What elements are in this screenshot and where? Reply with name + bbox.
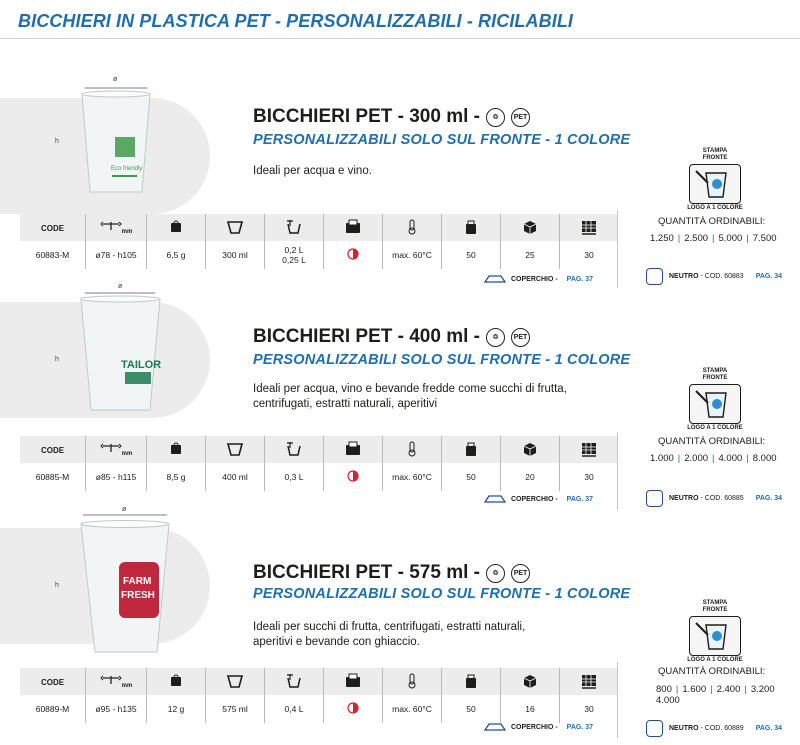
thermometer-icon xyxy=(407,441,417,457)
vertical-divider xyxy=(617,662,618,738)
pack-icon xyxy=(464,219,478,235)
thermometer-icon xyxy=(407,673,417,689)
code-header: CODE xyxy=(40,445,65,455)
spec-header-row: CODE mm xyxy=(20,668,618,695)
quantity-values: 1.000 | 2.000 | 4.000 | 8.000 xyxy=(650,453,777,464)
product-fill-level: 0,2 L 0,25 L xyxy=(265,241,324,269)
product-code: 60885-M xyxy=(20,463,86,491)
product-subtitle: PERSONALIZZABILI SOLO SUL FRONTE - 1 COLORE xyxy=(253,352,631,368)
product-description: Ideali per acqua e vino. xyxy=(253,165,372,177)
product-fill-level: 0,4 L xyxy=(265,695,324,723)
product-pallet: 30 xyxy=(584,250,594,260)
microwave-not-allowed-icon xyxy=(324,463,383,491)
diameter-label: ø xyxy=(113,76,118,83)
height-label: h xyxy=(55,582,59,589)
quantity-title: QUANTITÀ ORDINABILI: xyxy=(658,666,766,677)
product-carton: 25 xyxy=(501,241,560,269)
page-title: BICCHIERI IN PLASTICA PET - PERSONALIZZABILI - RICILABILI xyxy=(18,11,574,31)
product-pallet: 30 xyxy=(584,472,594,482)
product-pack: 50 xyxy=(442,241,501,269)
print-front-badge: STAMPA FRONTE LOGO A 1 COLORE xyxy=(687,148,743,211)
pallet-icon xyxy=(580,673,598,689)
spec-header-row: CODE mm xyxy=(20,436,618,463)
spec-header-row: CODE mm xyxy=(20,214,618,241)
code-header: CODE xyxy=(40,223,65,233)
neutral-version-link[interactable]: NEUTRO - COD. 60889 PAG. 34 xyxy=(646,720,782,737)
header-divider xyxy=(0,38,800,39)
lid-icon xyxy=(484,722,506,732)
capacity-icon xyxy=(226,674,244,688)
print-front-icon xyxy=(689,164,741,204)
spec-table xyxy=(20,214,618,269)
fill-level-icon xyxy=(284,673,304,689)
diameter-label: ø xyxy=(122,506,127,513)
product-capacity: 575 ml xyxy=(206,695,265,723)
product-description: Ideali per succhi di frutta, centrifugati, estratti naturali, aperitivi e bevande con ghiaccio. xyxy=(253,621,526,648)
product-section-400ml xyxy=(0,262,800,503)
spec-values-row xyxy=(20,695,618,723)
dishwasher-icon xyxy=(344,441,362,456)
product-code: 60889-M xyxy=(20,695,86,723)
product-carton: 20 xyxy=(501,463,560,491)
cup-575ml-image xyxy=(55,512,180,660)
spec-values-row xyxy=(20,463,618,491)
dishwasher-icon xyxy=(344,673,362,688)
dishwasher-icon xyxy=(344,219,362,234)
pack-icon xyxy=(464,673,478,689)
print-front-badge: STAMPA FRONTE LOGO A 1 COLORE xyxy=(687,368,743,431)
neutral-version-link[interactable]: NEUTRO - COD. 60883 PAG. 34 xyxy=(646,268,782,285)
product-capacity: 400 ml xyxy=(206,463,265,491)
pallet-icon xyxy=(580,219,598,235)
fill-level-icon xyxy=(284,441,304,457)
spec-table xyxy=(20,668,618,723)
product-temperature: max. 60°C xyxy=(383,695,442,723)
cup-400ml-image xyxy=(55,290,170,418)
cup-300ml-image xyxy=(55,84,165,200)
product-temperature: max. 60°C xyxy=(383,241,442,269)
neutral-checkbox-icon xyxy=(646,720,663,737)
cup-print-text: TAILOR xyxy=(121,359,162,371)
product-description: Ideali per acqua, vino e bevande fredde come succhi di frutta, centrifugati, estratti naturali, aperitivi xyxy=(253,383,567,410)
quantity-values: 1.250 | 2.500 | 5.000 | 7.500 xyxy=(650,233,777,244)
cup-print-text: Eco friendly xyxy=(111,166,143,172)
capacity-icon xyxy=(226,220,244,234)
product-pack: 50 xyxy=(442,695,501,723)
quantity-title: QUANTITÀ ORDINABILI: xyxy=(658,436,766,447)
product-dimensions: ø95 - h135 xyxy=(86,695,147,723)
print-front-icon xyxy=(689,616,741,656)
lid-link[interactable]: COPERCHIO - PAG. 37 xyxy=(484,274,593,284)
dimensions-icon xyxy=(100,447,122,457)
cup-print-text-2: FRESH xyxy=(121,590,155,601)
product-section-575ml xyxy=(0,490,800,732)
quantity-title: QUANTITÀ ORDINABILI: xyxy=(658,216,766,227)
print-front-icon xyxy=(689,384,741,424)
product-dimensions: ø85 - h115 xyxy=(86,463,147,491)
product-fill-level: 0,3 L xyxy=(265,463,324,491)
product-title-text: BICCHIERI PET - 300 ml - xyxy=(253,106,480,127)
product-weight: 6,5 g xyxy=(147,241,206,269)
recycle-icon: ♲ xyxy=(486,564,505,583)
code-header: CODE xyxy=(40,677,65,687)
product-code: 60883-M xyxy=(20,241,86,269)
lid-link[interactable]: COPERCHIO - PAG. 37 xyxy=(484,494,593,504)
pallet-icon xyxy=(580,441,598,457)
diameter-label: ø xyxy=(118,283,123,290)
product-capacity: 300 ml xyxy=(206,241,265,269)
product-pack: 50 xyxy=(442,463,501,491)
height-label: h xyxy=(55,356,59,363)
product-title xyxy=(253,326,530,348)
weight-icon xyxy=(170,674,182,687)
product-title-text: BICCHIERI PET - 575 ml - xyxy=(253,562,480,583)
product-subtitle: PERSONALIZZABILI SOLO SUL FRONTE - 1 COLORE xyxy=(253,586,631,602)
fill-level-icon xyxy=(284,219,304,235)
product-pallet: 30 xyxy=(584,704,594,714)
recycle-icon: ♲ xyxy=(486,108,505,127)
page-header xyxy=(0,0,800,40)
pack-icon xyxy=(464,441,478,457)
product-title-text: BICCHIERI PET - 400 ml - xyxy=(253,326,480,347)
product-section-300ml xyxy=(0,40,800,283)
pet-icon: PET xyxy=(511,108,530,127)
carton-icon xyxy=(522,219,538,235)
thermometer-icon xyxy=(407,219,417,235)
quantity-values: 800 | 1.600 | 2.400 | 3.200 4.000 xyxy=(656,684,775,706)
lid-link[interactable]: COPERCHIO - PAG. 37 xyxy=(484,722,593,732)
print-front-badge: STAMPA FRONTE LOGO A 1 COLORE xyxy=(687,600,743,663)
product-weight: 8,5 g xyxy=(147,463,206,491)
spec-table xyxy=(20,436,618,491)
carton-icon xyxy=(522,673,538,689)
capacity-icon xyxy=(226,442,244,456)
dimensions-icon xyxy=(100,225,122,235)
product-weight: 12 g xyxy=(147,695,206,723)
height-label: h xyxy=(55,138,59,145)
neutral-version-link[interactable]: NEUTRO - COD. 60885 PAG. 34 xyxy=(646,490,782,507)
cup-print-text-1: FARM xyxy=(123,576,152,587)
product-carton: 16 xyxy=(501,695,560,723)
product-temperature: max. 60°C xyxy=(383,463,442,491)
product-subtitle: PERSONALIZZABILI SOLO SUL FRONTE - 1 COLORE xyxy=(253,132,631,148)
microwave-not-allowed-icon xyxy=(324,695,383,723)
product-dimensions: ø78 - h105 xyxy=(86,241,147,269)
weight-icon xyxy=(170,442,182,455)
product-title xyxy=(253,562,530,584)
carton-icon xyxy=(522,441,538,457)
weight-icon xyxy=(170,220,182,233)
pet-icon: PET xyxy=(511,564,530,583)
recycle-icon: ♲ xyxy=(486,328,505,347)
dimensions-icon xyxy=(100,679,122,689)
product-title xyxy=(253,106,530,128)
pet-icon: PET xyxy=(511,328,530,347)
